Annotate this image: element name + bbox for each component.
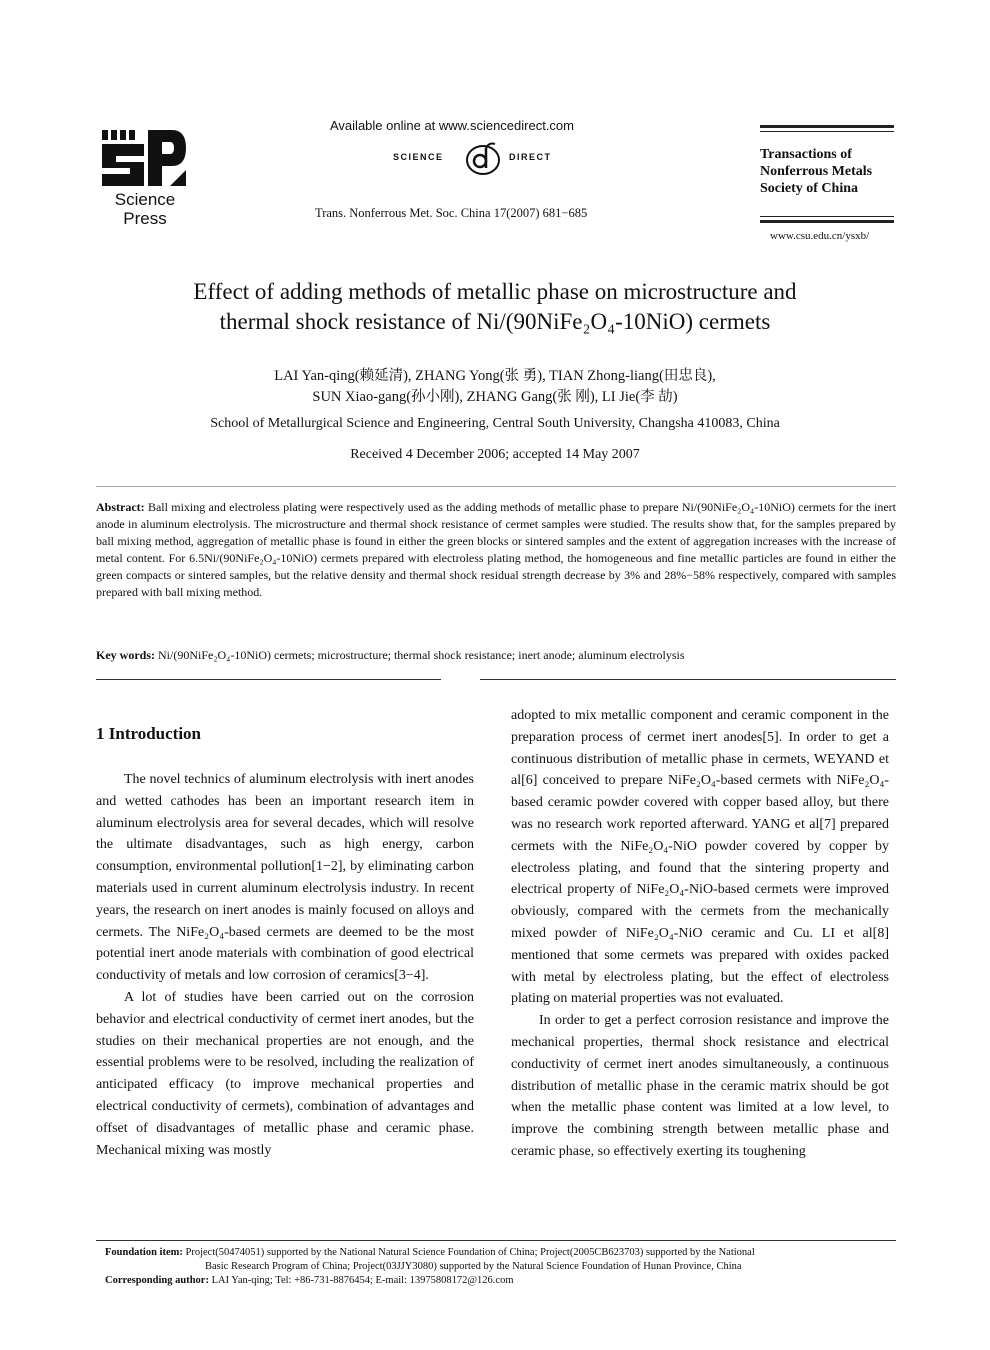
- journal-name-line: Society of China: [760, 181, 858, 196]
- science-press-logo-icon: [100, 128, 190, 188]
- left-column: [96, 769, 474, 1161]
- journal-rule-bottom-thin: [760, 216, 894, 217]
- title-line-2: thermal shock resistance of Ni/(90NiFe₂O₄-10NiO) cermets: [219, 309, 771, 334]
- abstract-label: Abstract:: [96, 500, 145, 514]
- corresponding-author: [105, 1274, 895, 1288]
- sciencedirect-d-icon: [463, 140, 503, 176]
- abstract-text: Ball mixing and electroless plating were respectively used as the adding methods of metallic phase to prepare Ni/(90NiFe₂O₄-10NiO) cermets for the inert anode in aluminum electrolysis. The microstructure and thermal shock resistance of cermet samples were studied. The results show that, for the samples prepared by ball mixing method, aggregation of metallic phase is found in either the green blocks or sintered samples and the extent of aggregation increases with the increase of metal content. For 6.5Ni/(90NiFe₂O₄-10NiO) cermets prepared with electroless plating method, the homogeneous and fine metallic particles are found in either the green compacts or sintered samples, but the relative density and thermal shock residual strength decrease by 3% and 28%−58% respectively, compared with samples prepared with ball mixing method.: [96, 500, 896, 599]
- authors: [60, 366, 930, 408]
- received-date: Received 4 December 2006; accepted 14 May 2007: [350, 447, 640, 462]
- journal-name-line: Transactions of: [760, 147, 852, 162]
- corresponding-text: LAI Yan-qing; Tel: +86-731-8876454; E-mail: 13975808172@126.com: [211, 1275, 514, 1286]
- foundation-label: Foundation item:: [105, 1247, 183, 1258]
- foundation-item: [105, 1246, 895, 1274]
- footnotes: [105, 1246, 895, 1288]
- available-online-text: Available online at www.sciencedirect.com: [330, 118, 574, 133]
- journal-url[interactable]: www.csu.edu.cn/ysxb/: [770, 230, 870, 242]
- citation: Trans. Nonferrous Met. Soc. China 17(2007) 681−685: [315, 206, 588, 220]
- foundation-text-2: Basic Research Program of China; Project(03JJY3080) supported by the Natural Science Foundation of Hunan Province, China: [205, 1261, 742, 1272]
- authors-line-2: SUN Xiao-gang(孙小刚), ZHANG Gang(张 刚), LI Jie(李 劼): [312, 389, 678, 405]
- title-line-1: Effect of adding methods of metallic phase on microstructure and: [193, 279, 797, 304]
- divider-right: [480, 679, 896, 680]
- sciencedirect-logo: [393, 140, 583, 180]
- authors-line-1: LAI Yan-qing(赖延清), ZHANG Yong(张 勇), TIAN Zhong-liang(田忠良),: [274, 368, 716, 384]
- keywords-label: Key words:: [96, 648, 155, 662]
- abstract: [96, 499, 896, 601]
- journal-rule-top: [760, 125, 894, 128]
- journal-name: [760, 146, 920, 197]
- foundation-text: Project(50474051) supported by the National Natural Science Foundation of China; Project(2005CB623703) supported by the National: [185, 1247, 755, 1258]
- corresponding-label: Corresponding author:: [105, 1275, 209, 1286]
- keywords-text: Ni/(90NiFe₂O₄-10NiO) cermets; microstructure; thermal shock resistance; inert anode; aluminum electrolysis: [158, 648, 685, 662]
- paragraph: The novel technics of aluminum electrolysis with inert anodes and wetted cathodes has been an important research item in aluminum electrolysis area for several decades, which will resolve the ultimate disadvantages, such as high energy, carbon consumption, environmental pollution[1−2], by eliminating carbon materials used in current aluminum electrolysis industry. In recent years, the research on inert anodes is mainly focused on alloys and cermets. The NiFe₂O₄-based cermets are deemed to be the most potential inert anode materials with combination of good electrical conductivity of metals and low corrosion of ceramics[3−4].: [96, 772, 474, 984]
- section-heading: 1 Introduction: [96, 724, 202, 743]
- journal-rule-top-thin: [760, 131, 894, 132]
- paragraph: A lot of studies have been carried out on the corrosion behavior and electrical conductivity of cermet inert anodes, but the studies on their mechanical properties are not enough, and the essential problems were to be resolved, including the realization of anticipated efficacy (to improve mechanical properties and electrical conductivity of cermets), combination of advantages and offset of disadvantages of metallic phase and ceramic phase. Mechanical mixing was mostly: [96, 989, 474, 1158]
- article-title: [60, 277, 930, 337]
- paragraph: In order to get a perfect corrosion resistance and improve the mechanical properties, thermal shock resistance and electrical conductivity of cermet inert anodes simultaneously, a continuous distribution of metallic phase in the ceramic matrix should be got when the metallic phase content was limited at a low level, to improve the combining strength between metallic phase and ceramic phase, so effectively exerting its toughening: [511, 1013, 889, 1159]
- divider-left: [96, 679, 441, 680]
- logo-word-1: Science: [114, 190, 176, 209]
- publisher-logo: [100, 128, 190, 228]
- paragraph: adopted to mix metallic component and ceramic component in the preparation process of cermet inert anodes[5]. In order to get a continuous distribution of metallic phase in cermets, WEYAND et al[6] conceived to prepare NiFe₂O₄-based cermets with NiFe₂O₄-based ceramic powder covered with copper based alloy, but there was no research work reported afterward. YANG et al[7] prepared cermets with the NiFe₂O₄-NiO powder covered by copper by electroless plating, and found that the sintering property and electrical property of NiFe₂O₄-NiO-based cermets were improved obviously, compared with the cermets from the mechanically mixed powder of NiFe₂O₄-NiO ceramic and Cu. LI et al[8] mentioned that some cermets was prepared with oxides packed with metal by electroless plating, but the effect of electroless plating on material properties was not evaluated.: [511, 708, 889, 1007]
- footnote-rule: [96, 1240, 896, 1241]
- right-column: [511, 705, 889, 1163]
- sciencedirect-word-science: SCIENCE: [393, 152, 444, 162]
- logo-word-2: Press: [123, 209, 167, 228]
- journal-name-line: Nonferrous Metals: [760, 164, 873, 179]
- journal-rule-bottom: [760, 220, 894, 223]
- keywords: [96, 647, 896, 664]
- divider-top: [96, 486, 896, 487]
- affiliation: School of Metallurgical Science and Engineering, Central South University, Changsha 410083, China: [210, 416, 780, 431]
- sciencedirect-word-direct: DIRECT: [509, 152, 552, 162]
